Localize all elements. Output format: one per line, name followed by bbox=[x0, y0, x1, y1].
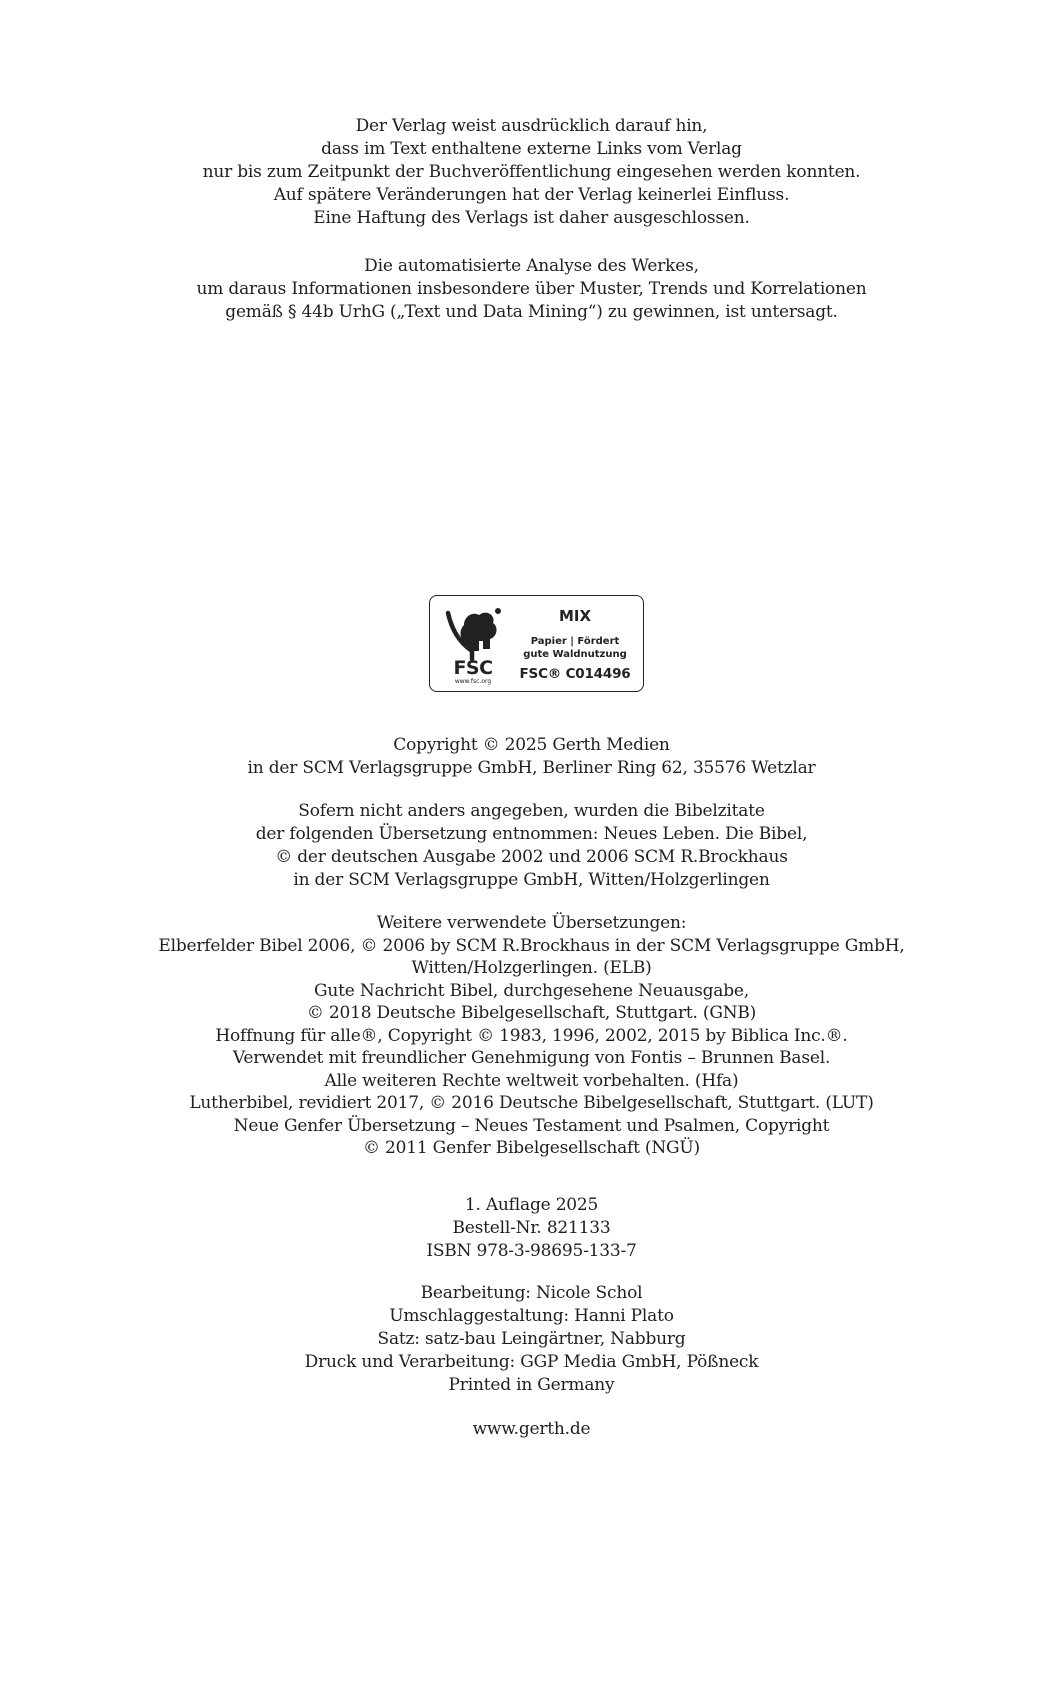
credits-block bbox=[0, 1282, 1063, 1397]
credits-line: Bearbeitung: Nicole Schol bbox=[420, 1283, 643, 1303]
credits-line: Satz: satz-bau Leingärtner, Nabburg bbox=[377, 1329, 686, 1349]
fsc-mix-label: MIX bbox=[558, 607, 592, 625]
tdm-notice-line: um daraus Informationen insbesondere über Muster, Trends und Korrelationen bbox=[196, 279, 867, 299]
bible-source-line: der folgenden Übersetzung entnommen: Neues Leben. Die Bibel, bbox=[255, 824, 808, 844]
disclaimer-line: dass im Text enthaltene externe Links vom Verlag bbox=[321, 139, 742, 159]
copyright-line: Copyright © 2025 Gerth Medien bbox=[393, 735, 670, 755]
disclaimer-line: nur bis zum Zeitpunkt der Buchveröffentlichung eingesehen werden konnten. bbox=[202, 162, 861, 182]
translations-line: Alle weiteren Rechte weltweit vorbehalten. (Hfa) bbox=[324, 1070, 739, 1091]
tdm-notice-line: gemäß § 44b UrhG („Text und Data Mining“) zu gewinnen, ist untersagt. bbox=[225, 302, 838, 322]
translations-line: Weitere verwendete Übersetzungen: bbox=[376, 913, 687, 933]
bible-source-block bbox=[0, 800, 1063, 892]
translations-line: Gute Nachricht Bibel, durchgesehene Neuausgabe, bbox=[314, 980, 749, 1001]
fsc-tree-icon bbox=[442, 603, 502, 663]
credits-line: Umschlaggestaltung: Hanni Plato bbox=[389, 1306, 674, 1326]
fsc-url: www.fsc.org bbox=[454, 678, 492, 685]
copyright-line: in der SCM Verlagsgruppe GmbH, Berliner Ring 62, 35576 Wetzlar bbox=[247, 758, 816, 778]
tdm-notice-block bbox=[0, 255, 1063, 324]
isbn-line: ISBN 978-3-98695-133-7 bbox=[426, 1241, 637, 1261]
disclaimer-line: Der Verlag weist ausdrücklich darauf hin, bbox=[355, 116, 708, 136]
translations-line: Lutherbibel, revidiert 2017, © 2016 Deutsche Bibelgesellschaft, Stuttgart. (LUT) bbox=[189, 1093, 874, 1113]
edition-line: Bestell-Nr. 821133 bbox=[452, 1218, 611, 1238]
bible-source-line: © der deutschen Ausgabe 2002 und 2006 SCM R.Brockhaus bbox=[275, 847, 788, 867]
translations-line: Verwendet mit freundlicher Genehmigung von Fontis – Brunnen Basel. bbox=[232, 1048, 831, 1068]
translations-line: © 2011 Genfer Bibelgesellschaft (NGÜ) bbox=[363, 1138, 700, 1158]
fsc-logo-text: FSC bbox=[453, 657, 493, 679]
fsc-description-line: Papier | Fördert bbox=[530, 636, 620, 647]
translations-line: Witten/Holzgerlingen. (ELB) bbox=[411, 958, 652, 978]
translations-block bbox=[0, 912, 1063, 1160]
edition-block bbox=[0, 1194, 1063, 1263]
credits-line: Druck und Verarbeitung: GGP Media GmbH, Pößneck bbox=[304, 1352, 759, 1372]
copyright-block bbox=[0, 734, 1063, 780]
fsc-description bbox=[508, 635, 642, 661]
edition-line: 1. Auflage 2025 bbox=[464, 1195, 599, 1215]
disclaimer-line: Eine Haftung des Verlags ist daher ausgeschlossen. bbox=[313, 208, 750, 228]
disclaimer-line: Auf spätere Veränderungen hat der Verlag keinerlei Einfluss. bbox=[273, 185, 790, 205]
fsc-label bbox=[429, 595, 644, 692]
translations-line: © 2018 Deutsche Bibelgesellschaft, Stuttgart. (GNB) bbox=[306, 1003, 757, 1023]
fsc-license-code: FSC® C014496 bbox=[519, 666, 631, 682]
disclaimer-block bbox=[0, 115, 1063, 230]
translations-line: Neue Genfer Übersetzung – Neues Testament und Psalmen, Copyright bbox=[233, 1115, 830, 1136]
bible-source-line: in der SCM Verlagsgruppe GmbH, Witten/Holzgerlingen bbox=[293, 870, 770, 890]
fsc-info bbox=[508, 596, 642, 693]
fsc-description-line: gute Waldnutzung bbox=[523, 649, 627, 660]
website-url: www.gerth.de bbox=[472, 1419, 591, 1439]
tdm-notice-line: Die automatisierte Analyse des Werkes, bbox=[364, 256, 699, 276]
website-block bbox=[0, 1418, 1063, 1441]
translations-line: Elberfelder Bibel 2006, © 2006 by SCM R.Brockhaus in der SCM Verlagsgruppe GmbH, bbox=[158, 935, 905, 956]
bible-source-line: Sofern nicht anders angegeben, wurden die Bibelzitate bbox=[298, 801, 765, 821]
translations-line: Hoffnung für alle®, Copyright © 1983, 1996, 2002, 2015 by Biblica Inc.®. bbox=[215, 1025, 848, 1046]
credits-line: Printed in Germany bbox=[448, 1375, 615, 1395]
